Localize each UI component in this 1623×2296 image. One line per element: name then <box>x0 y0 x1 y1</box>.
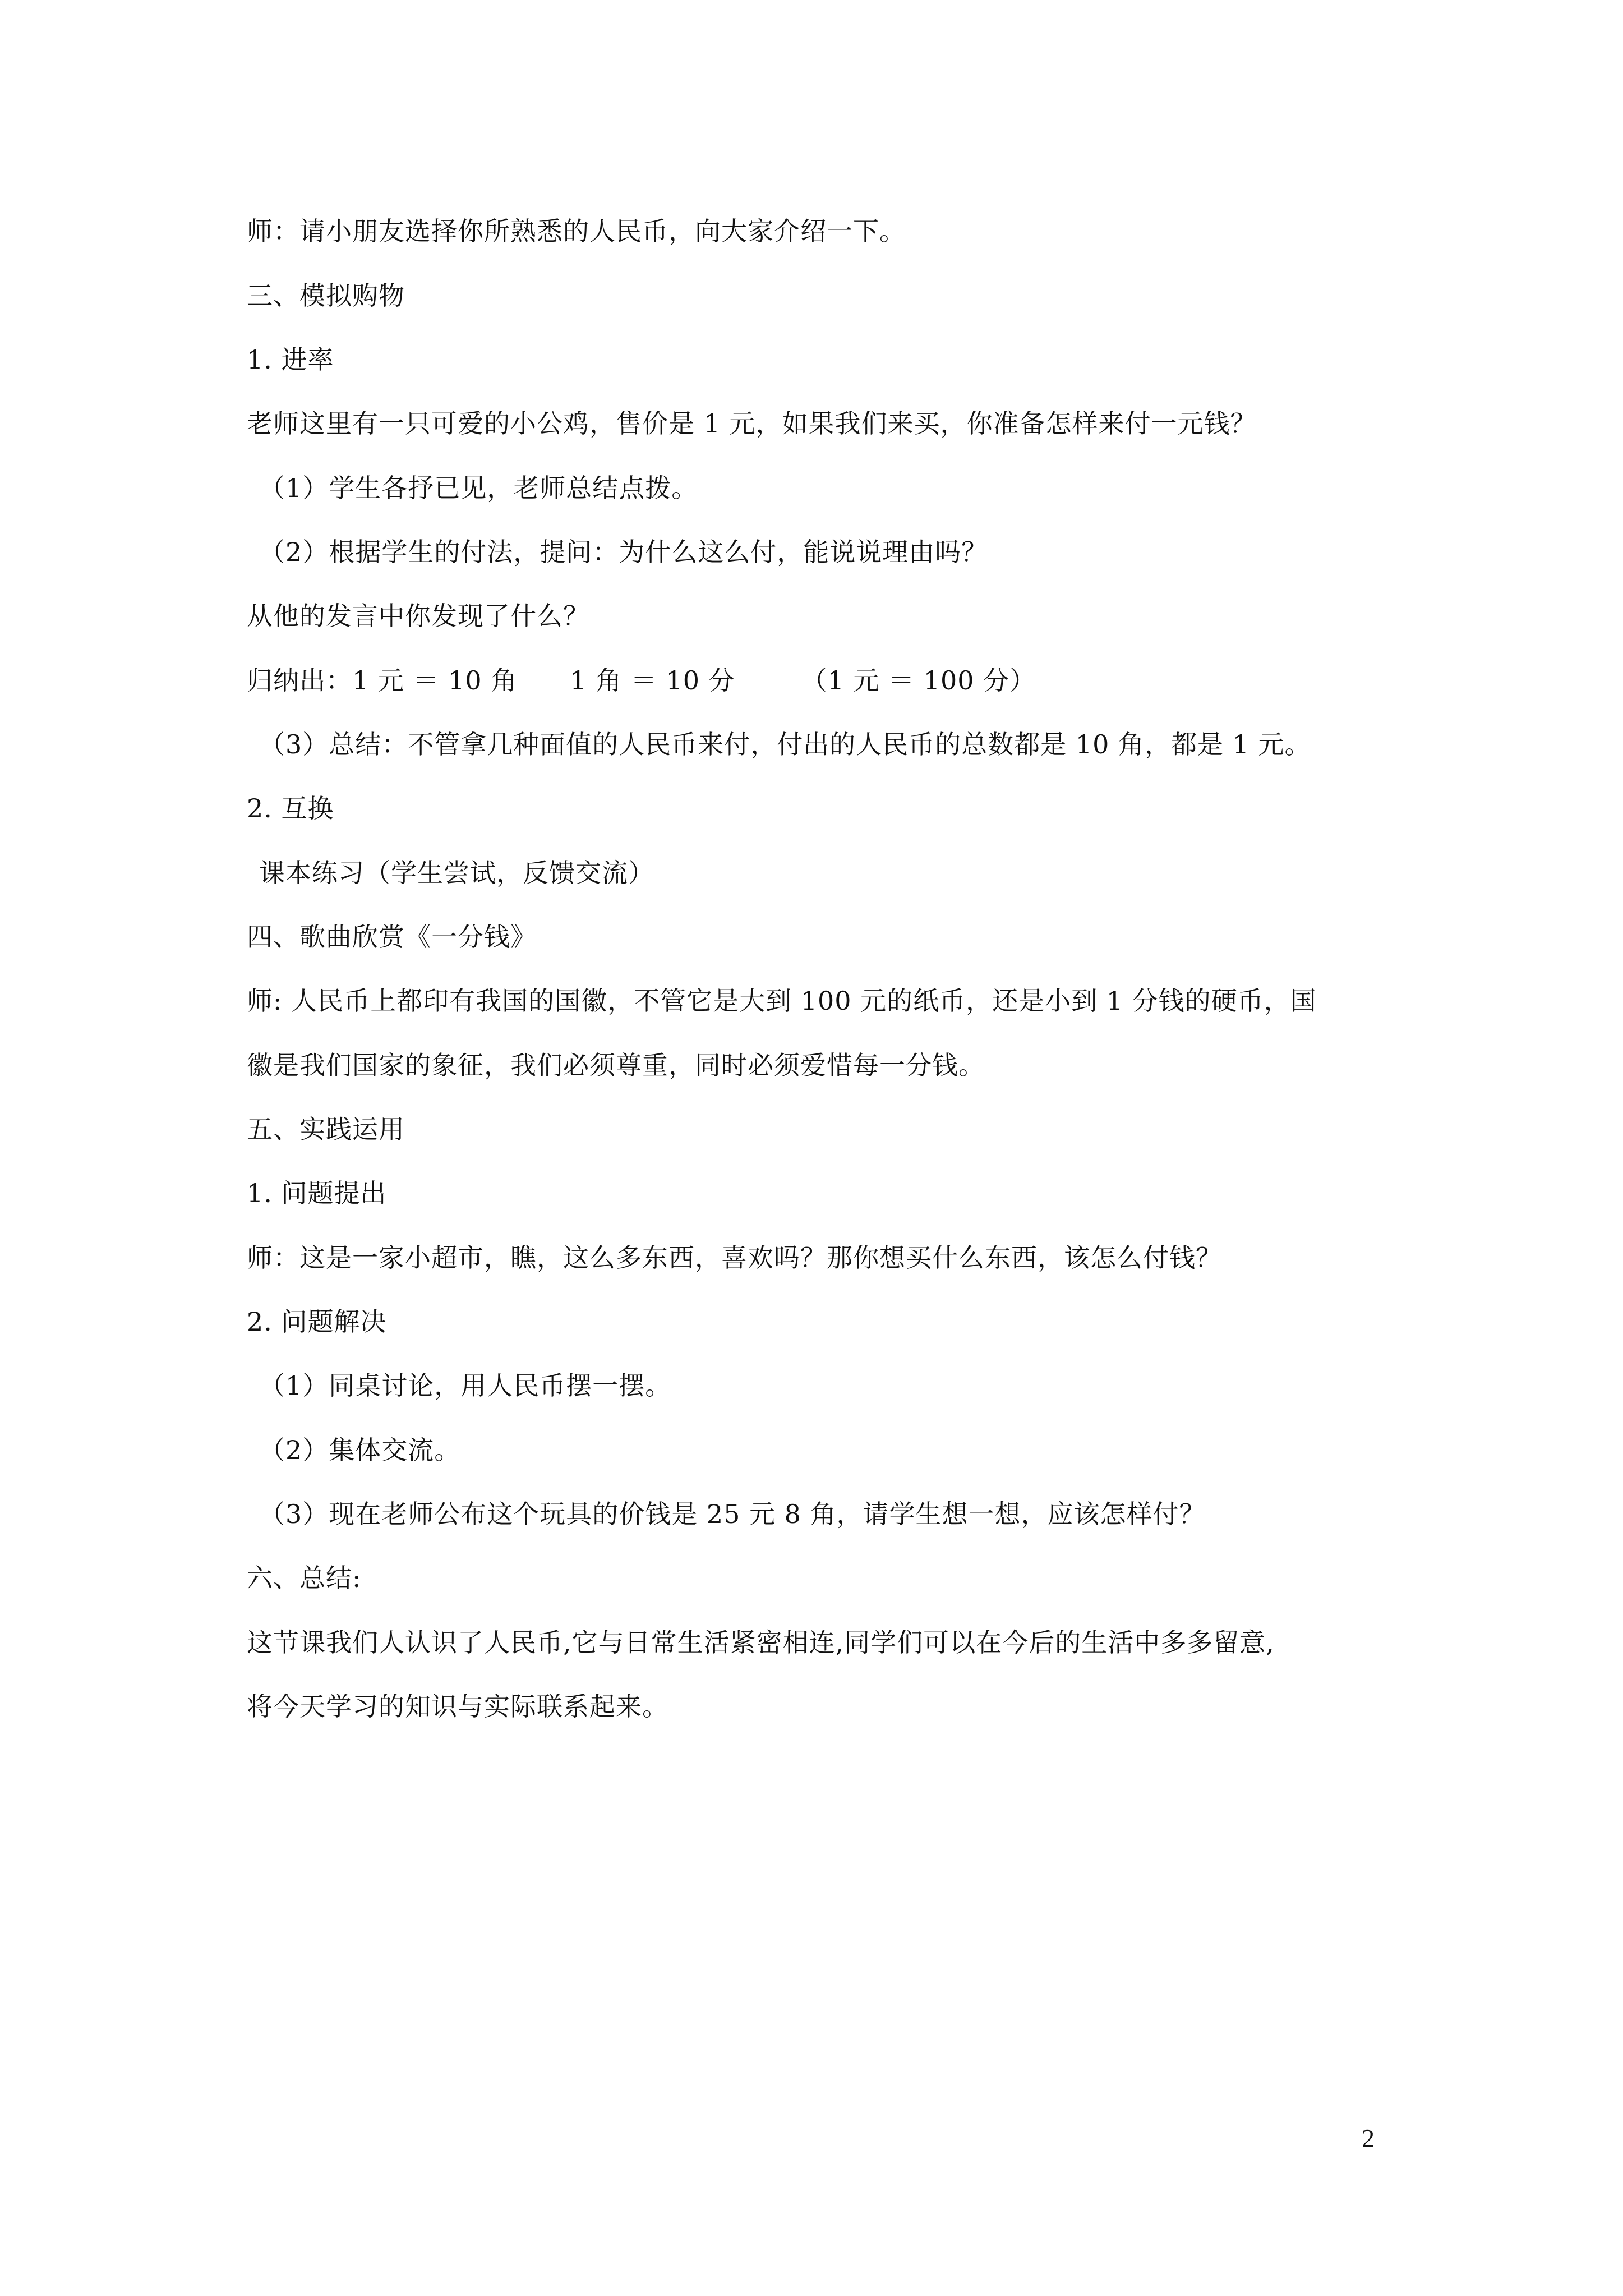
text-line: 老师这里有一只可爱的小公鸡，售价是 1 元，如果我们来买，你准备怎样来付一元钱？ <box>247 408 1257 439</box>
subsection-heading: 2. 问题解决 <box>247 1306 387 1337</box>
subsection-heading: 1. 进率 <box>247 344 334 375</box>
section-heading: 三、模拟购物 <box>247 280 405 311</box>
text-line: 这节课我们人认识了人民币,它与日常生活紧密相连,同学们可以在今后的生活中多多留意, <box>247 1627 1275 1658</box>
subsection-heading: 2. 互换 <box>247 793 334 823</box>
text-line: （3）总结：不管拿几种面值的人民币来付，付出的人民币的总数都是 10 角，都是 1 元。 <box>259 729 1311 760</box>
text-line: 将今天学习的知识与实际联系起来。 <box>247 1691 668 1722</box>
text-line: 师：这是一家小超市，瞧，这么多东西，喜欢吗？那你想买什么东西，该怎么付钱？ <box>247 1243 1222 1273</box>
text-line: 师: 人民币上都印有我国的国徽，不管它是大到 100 元的纸币，还是小到 1 分钱的硬币，国 <box>247 986 1317 1016</box>
text-line: 师：请小朋友选择你所熟悉的人民币，向大家介绍一下。 <box>247 216 906 246</box>
section-heading: 六、总结: <box>247 1563 362 1593</box>
text-line: （2）根据学生的付法，提问：为什么这么付，能说说理由吗？ <box>259 537 988 567</box>
page-number: 2 <box>1362 2124 1375 2152</box>
section-heading: 四、歌曲欣赏《一分钱》 <box>247 922 537 952</box>
text-line: 徽是我们国家的象征，我们必须尊重，同时必须爱惜每一分钱。 <box>247 1050 985 1080</box>
text-line: 归纳出：1 元 ＝ 10 角 1 角 ＝ 10 分 （1 元 ＝ 100 分） <box>247 665 1036 696</box>
text-line: 课本练习（学生尝试，反馈交流） <box>259 858 654 888</box>
text-line: （3）现在老师公布这个玩具的价钱是 25 元 8 角，请学生想一想，应该怎样付？ <box>259 1499 1206 1529</box>
text-line: （1）同桌讨论，用人民币摆一摆。 <box>259 1370 672 1401</box>
text-line: （1）学生各抒已见，老师总结点拨。 <box>259 473 698 503</box>
text-line: （2）集体交流。 <box>259 1435 461 1465</box>
text-line: 从他的发言中你发现了什么？ <box>247 601 589 631</box>
section-heading: 五、实践运用 <box>247 1114 405 1144</box>
subsection-heading: 1. 问题提出 <box>247 1178 387 1208</box>
